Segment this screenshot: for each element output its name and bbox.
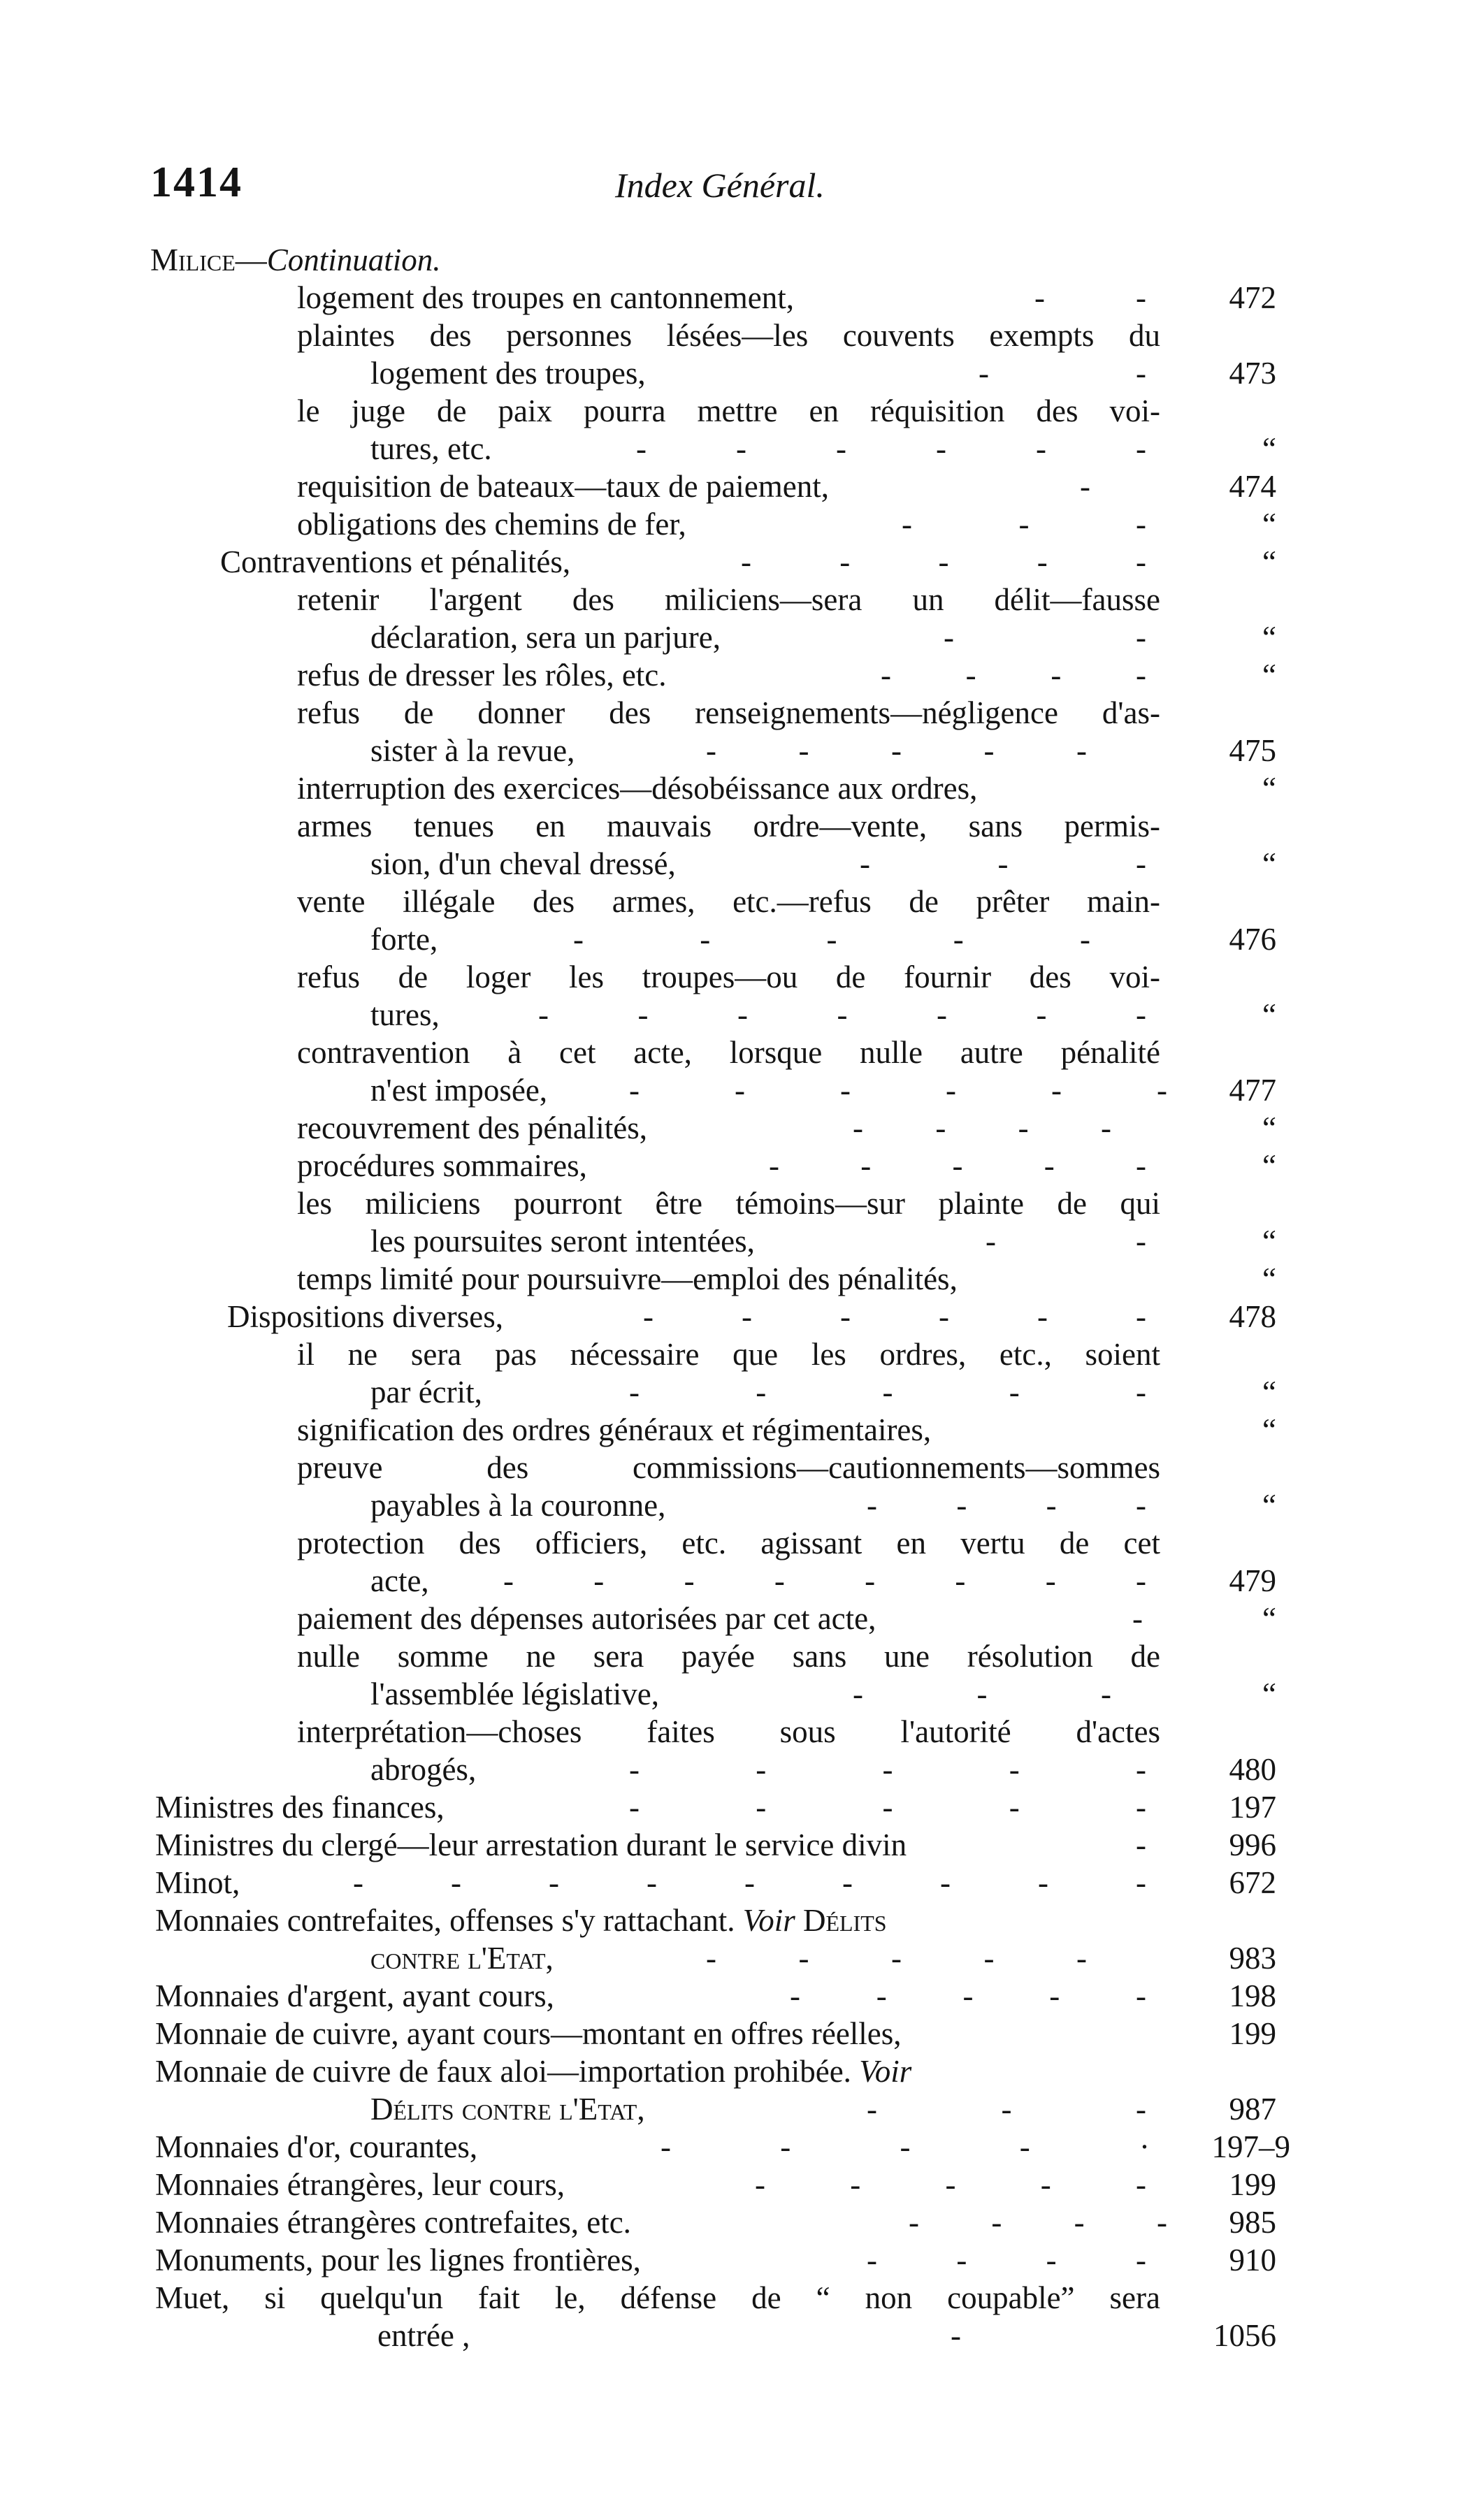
index-entry-continuation <box>0 920 1458 958</box>
index-entry <box>0 1335 1458 1373</box>
leader-dashes: - - - - <box>853 1110 1111 1145</box>
page-ref: “ <box>1262 1601 1276 1636</box>
index-entry-main <box>0 1826 1458 1864</box>
entry-text: tures, etc. <box>370 431 492 466</box>
page-ref: 480 <box>1229 1752 1276 1787</box>
page-ref: “ <box>1262 1412 1276 1447</box>
leader-dashes: - - - - - <box>706 1941 1087 1976</box>
leader-dashes: - - - - - <box>629 1375 1146 1410</box>
index-entry-continuation <box>0 732 1458 769</box>
entry-text: Monnaie de cuivre de faux aloi—importation prohibée. <box>155 2054 851 2089</box>
page-ref: “ <box>1262 1488 1276 1523</box>
page-ref: “ <box>1262 1261 1276 1296</box>
leader-dashes: - - - - · <box>661 2129 1150 2164</box>
entry-text: logement des troupes en cantonnement, <box>297 280 795 315</box>
leader-dashes: - - - - - - - <box>538 997 1146 1032</box>
index-entry-continuation <box>0 1373 1458 1411</box>
index-entry <box>0 581 1458 618</box>
leader-dashes: - <box>1132 1601 1143 1636</box>
page-ref: 476 <box>1229 922 1276 957</box>
index-entry-continuation <box>0 1675 1458 1713</box>
index-entry-continuation <box>0 618 1458 656</box>
leader-dashes: - - - - <box>867 1488 1146 1523</box>
entry-text: les poursuites seront intentées, <box>370 1224 755 1259</box>
entry-text: Monnaie de cuivre, ayant cours—montant en offres réelles, <box>155 2016 902 2051</box>
leader-dashes: - - - - - <box>755 2167 1146 2202</box>
page-ref: 910 <box>1229 2243 1276 2278</box>
leader-dashes: - - - - - <box>629 1790 1146 1825</box>
entry-text: protection des officiers, etc. agissant en vertu de cet <box>297 1526 1160 1560</box>
page-ref: 985 <box>1229 2205 1276 2240</box>
index-subheading <box>0 543 1458 581</box>
page-ref: “ <box>1262 1375 1276 1410</box>
index-entry-continuation <box>0 1562 1458 1600</box>
index-entry-continuation <box>0 2317 1458 2354</box>
entry-text: sion, d'un cheval dressé, <box>370 846 676 881</box>
entry-text: preuve des commissions—cautionnements—sommes <box>297 1450 1160 1485</box>
heading-term: Milice <box>150 242 236 277</box>
page-ref: 1056 <box>1213 2318 1276 2353</box>
index-entry-main <box>0 1977 1458 2015</box>
leader-dashes: - - <box>1034 280 1146 315</box>
leader-dashes: - - <box>979 356 1146 391</box>
index-heading-milice <box>0 241 1458 279</box>
entry-text: Contraventions et pénalités, <box>220 544 571 579</box>
page-ref: 197–9 <box>1211 2129 1290 2164</box>
leader-dashes: - - <box>944 620 1146 655</box>
page-ref: “ <box>1262 997 1276 1032</box>
entry-text: plaintes des personnes lésées—les couvents exempts du <box>297 318 1160 353</box>
entry-text: signification des ordres généraux et régimentaires, <box>297 1412 932 1447</box>
entry-text: le juge de paix pourra mettre en réquisition des voi- <box>297 393 1160 428</box>
leader-dashes: - - - <box>860 846 1146 881</box>
entry-text: Monnaies étrangères contrefaites, etc. <box>155 2205 631 2240</box>
entry-text: Muet, si quelqu'un fait le, défense de “ non coupable” sera <box>155 2280 1160 2315</box>
page-ref: 672 <box>1229 1865 1276 1900</box>
index-entry-continuation <box>0 1751 1458 1788</box>
leader-dashes: - - - - - - <box>636 431 1146 466</box>
entry-text: logement des troupes, <box>370 356 646 391</box>
index-entry-continuation <box>0 845 1458 883</box>
index-entry-main <box>0 2203 1458 2241</box>
index-entry <box>0 505 1458 543</box>
entry-text: Monuments, pour les lignes frontières, <box>155 2243 641 2278</box>
index-entry <box>0 883 1458 920</box>
entry-text: contre l'Etat, <box>370 1941 554 1976</box>
index-list <box>0 241 1458 2354</box>
index-entry-main <box>0 2015 1458 2052</box>
page-ref: 472 <box>1229 280 1276 315</box>
index-entry <box>0 958 1458 996</box>
index-entry <box>0 279 1458 317</box>
leader-dashes: - - - - <box>909 2205 1167 2240</box>
entry-text: acte, <box>370 1563 429 1598</box>
index-entry <box>0 1449 1458 1486</box>
entry-text: refus de dresser les rôles, etc. <box>297 658 667 693</box>
leader-dashes: - - - - - <box>629 1752 1146 1787</box>
entry-text: temps limité pour poursuivre—emploi des pénalités, <box>297 1261 958 1296</box>
entry-text: sister à la revue, <box>370 733 575 768</box>
leader-dashes: - - <box>986 1224 1146 1259</box>
index-entry-main <box>0 1864 1458 1902</box>
leader-dashes: - - - - - <box>769 1148 1146 1183</box>
leader-dashes: - - - - <box>881 658 1146 693</box>
entry-text: interprétation—choses faites sous l'autorité d'actes <box>297 1714 1160 1749</box>
entry-text: les miliciens pourront être témoins—sur plainte de qui <box>297 1186 1160 1221</box>
index-entry <box>0 317 1458 354</box>
index-entry-continuation <box>0 1071 1458 1109</box>
entry-text: retenir l'argent des miliciens—sera un délit—fausse <box>297 582 1160 617</box>
entry-text: abrogés, <box>370 1752 477 1787</box>
index-entry-continuation <box>0 996 1458 1034</box>
entry-text: armes tenues en mauvais ordre—vente, sans permis- <box>297 809 1160 843</box>
index-entry-continuation <box>0 354 1458 392</box>
voir-ref: Voir <box>742 1903 795 1938</box>
page-ref: “ <box>1262 544 1276 579</box>
entry-text: l'assemblée législative, <box>370 1677 659 1711</box>
index-entry <box>0 392 1458 430</box>
entry-text: Monnaies contrefaites, offenses s'y rattachant. <box>155 1903 735 1938</box>
page-ref: “ <box>1262 507 1276 542</box>
entry-text: payables à la couronne, <box>370 1488 666 1523</box>
leader-dashes: - - - <box>867 2092 1146 2127</box>
index-entry <box>0 656 1458 694</box>
entry-text: Monnaies d'or, courantes, <box>155 2129 478 2164</box>
index-entry <box>0 1260 1458 1298</box>
index-entry-main <box>0 2279 1458 2317</box>
page-ref: 478 <box>1229 1299 1276 1334</box>
leader-dashes: - - - - - - - - <box>503 1563 1146 1598</box>
index-entry <box>0 468 1458 505</box>
leader-dashes: - - - - - - <box>629 1073 1167 1108</box>
index-entry <box>0 769 1458 807</box>
page-ref: 474 <box>1229 469 1276 504</box>
page-ref: “ <box>1262 1677 1276 1711</box>
entry-text: refus de loger les troupes—ou de fournir des voi- <box>297 960 1160 994</box>
page-ref: 197 <box>1229 1790 1276 1825</box>
index-entry-main <box>0 2241 1458 2279</box>
index-entry <box>0 1109 1458 1147</box>
leader-dashes: - - - - - - - - - <box>353 1865 1146 1900</box>
entry-text: paiement des dépenses autorisées par cet acte, <box>297 1601 876 1636</box>
entry-text: Monnaies étrangères, leur cours, <box>155 2167 565 2202</box>
leader-dashes: - <box>951 2318 961 2353</box>
entry-text: Dispositions diverses, <box>227 1299 504 1334</box>
entry-text: refus de donner des renseignements—négligence d'as- <box>297 695 1160 730</box>
index-entry-main <box>0 1902 1458 1939</box>
voir-ref: Voir <box>859 2054 912 2089</box>
index-entry <box>0 694 1458 732</box>
index-entry <box>0 1185 1458 1222</box>
entry-text: contravention à cet acte, lorsque nulle autre pénalité <box>297 1035 1160 1070</box>
page-ref: 199 <box>1229 2016 1276 2051</box>
page-ref: 198 <box>1229 1978 1276 2013</box>
index-entry <box>0 1713 1458 1751</box>
entry-text: entrée , <box>377 2318 470 2353</box>
entry-text: Monnaies d'argent, ayant cours, <box>155 1978 554 2013</box>
entry-text: Ministres des finances, <box>155 1790 445 1825</box>
cross-ref: Délits <box>803 1903 887 1938</box>
leader-dashes: - - - <box>853 1677 1111 1711</box>
index-subheading <box>0 1298 1458 1335</box>
page-ref: 477 <box>1229 1073 1276 1108</box>
leader-dashes: - - - <box>902 507 1146 542</box>
index-entry <box>0 1411 1458 1449</box>
index-entry <box>0 1600 1458 1637</box>
page-ref: “ <box>1262 620 1276 655</box>
entry-text: par écrit, <box>370 1375 482 1410</box>
leader-dashes: - <box>1080 469 1090 504</box>
page-ref: “ <box>1262 1148 1276 1183</box>
index-entry <box>0 1034 1458 1071</box>
leader-dashes: - - - - - <box>790 1978 1146 2013</box>
leader-dashes: - - - - - <box>706 733 1087 768</box>
page-ref: “ <box>1262 658 1276 693</box>
index-entry-continuation <box>0 1222 1458 1260</box>
page-ref: 473 <box>1229 356 1276 391</box>
leader-dashes: - - - - - - <box>643 1299 1146 1334</box>
page-ref: 475 <box>1229 733 1276 768</box>
entry-text: interruption des exercices—désobéissance aux ordres, <box>297 771 978 806</box>
leader-dashes: - - - - - <box>573 922 1090 957</box>
heading-continuation: Continuation. <box>266 242 441 277</box>
page-ref: “ <box>1262 1224 1276 1259</box>
index-entry <box>0 1147 1458 1185</box>
entry-text: forte, <box>370 922 438 957</box>
index-entry-continuation <box>0 430 1458 468</box>
page-ref: “ <box>1262 846 1276 881</box>
entry-text: déclaration, sera un parjure, <box>370 620 721 655</box>
index-entry <box>0 1637 1458 1675</box>
entry-text: Délits contre l'Etat, <box>370 2092 645 2127</box>
page-ref: “ <box>1262 431 1276 466</box>
entry-text: il ne sera pas nécessaire que les ordres, etc., soient <box>297 1337 1160 1372</box>
entry-text: obligations des chemins de fer, <box>297 507 686 542</box>
index-entry-main <box>0 1788 1458 1826</box>
index-entry-main <box>0 2052 1458 2090</box>
index-entry-main <box>0 2128 1458 2166</box>
page-ref: 199 <box>1229 2167 1276 2202</box>
entry-text: nulle somme ne sera payée sans une résolution de <box>297 1639 1160 1674</box>
index-entry <box>0 807 1458 845</box>
entry-text: tures, <box>370 997 440 1032</box>
entry-text: procédures sommaires, <box>297 1148 587 1183</box>
leader-dashes: - - - - <box>867 2243 1146 2278</box>
entry-text: requisition de bateaux—taux de paiement, <box>297 469 830 504</box>
page-ref: “ <box>1262 1110 1276 1145</box>
index-entry-continuation <box>0 2090 1458 2128</box>
page-ref: 983 <box>1229 1941 1276 1976</box>
running-title: Index Général. <box>615 166 825 205</box>
entry-text: recouvrement des pénalités, <box>297 1110 648 1145</box>
leader-dashes: - <box>1136 1827 1146 1862</box>
entry-text: n'est imposée, <box>370 1073 548 1108</box>
index-entry-continuation <box>0 1939 1458 1977</box>
entry-text: Minot, <box>155 1865 240 1900</box>
page-ref: 987 <box>1229 2092 1276 2127</box>
page-ref: 996 <box>1229 1827 1276 1862</box>
leader-dashes: - - - - - <box>741 544 1146 579</box>
index-entry <box>0 1524 1458 1562</box>
index-entry-continuation <box>0 1486 1458 1524</box>
entry-text: vente illégale des armes, etc.—refus de prêter main- <box>297 884 1160 919</box>
page-ref: “ <box>1262 771 1276 806</box>
entry-text: Ministres du clergé—leur arrestation durant le service divin <box>155 1827 907 1862</box>
page-number: 1414 <box>150 159 243 206</box>
index-entry-main <box>0 2166 1458 2203</box>
heading-dash: — <box>235 242 267 277</box>
page-ref: 479 <box>1229 1563 1276 1598</box>
